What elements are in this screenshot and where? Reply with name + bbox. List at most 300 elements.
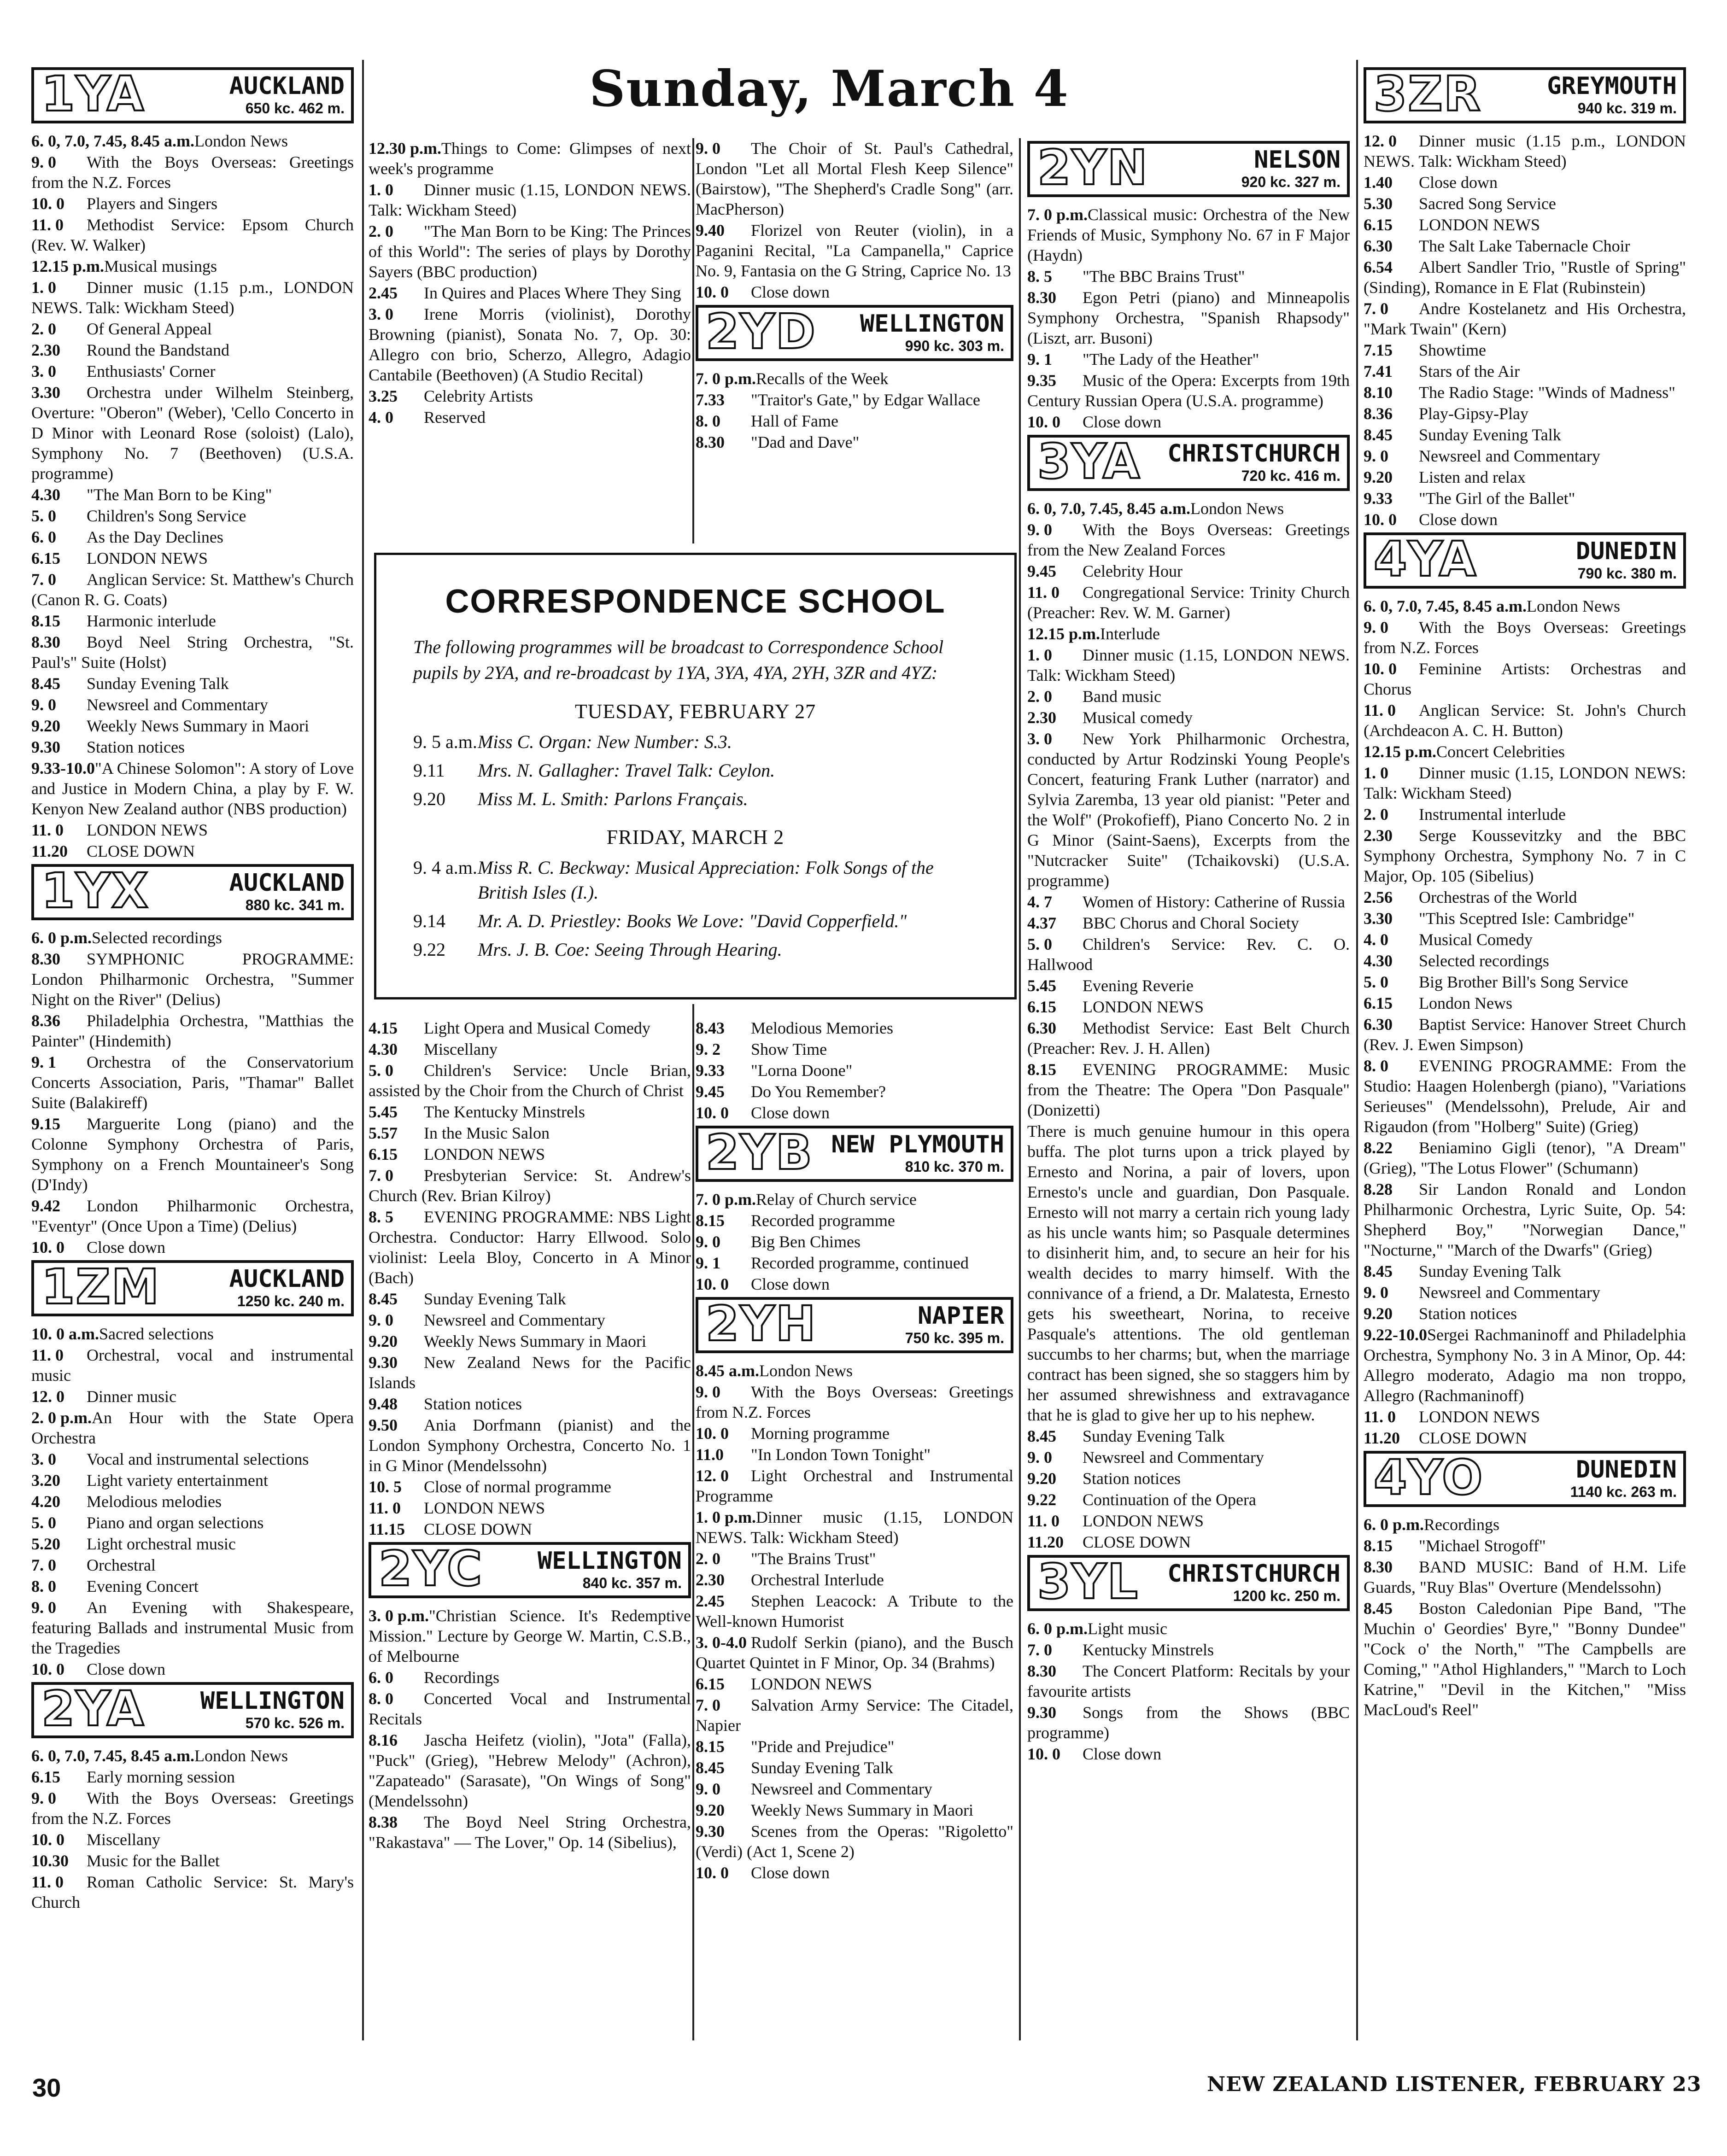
station-2yc <box>369 1542 691 1852</box>
programme-title: Roman Catholic Service: St. Mary's Church <box>31 1873 354 1911</box>
programme-title: The Salt Lake Tabernacle Choir <box>1419 237 1630 255</box>
programme-item <box>1364 1282 1686 1303</box>
programme-item <box>1027 1640 1350 1660</box>
programme-time: 8.28 <box>1364 1180 1393 1198</box>
programme-title: Band music <box>1083 687 1161 706</box>
programme-item <box>1027 266 1350 286</box>
programme-item <box>1364 1325 1686 1406</box>
programme-item <box>31 506 354 526</box>
programme-time: 5. 0 <box>1027 935 1052 953</box>
station-header <box>1364 1451 1686 1507</box>
programme-item <box>31 1324 354 1344</box>
programme-item <box>1027 729 1350 891</box>
programme-time: 9. 1 <box>696 1254 720 1272</box>
programme-item <box>1027 1702 1350 1743</box>
programme-title: "The Man Born to be King: The Princes of this World": The series of plays by Dorothy Sayers (BBC production) <box>369 222 691 281</box>
programme-time: 8.30 <box>1027 1662 1056 1680</box>
correspondence-rows-2 <box>376 855 1014 962</box>
programme-title: LONDON NEWS <box>751 1675 872 1693</box>
programme-item <box>31 758 354 819</box>
programme-time: 8.45 <box>696 1759 725 1777</box>
station-city: NELSON <box>1254 146 1341 174</box>
programme-item <box>1364 1056 1686 1137</box>
programme-time: 11.20 <box>1364 1429 1400 1447</box>
programme-item <box>1027 1468 1350 1489</box>
station-city: AUCKLAND <box>229 72 345 100</box>
station-frequency: 650 kc. 462 m. <box>245 100 345 117</box>
station-info <box>824 1300 1011 1350</box>
correspondence-school-box <box>374 553 1017 999</box>
programme-title: New Zealand News for the Pacific Islands <box>369 1353 691 1392</box>
programme-title: LONDON NEWS <box>87 821 208 839</box>
programme-time: 9.45 <box>1027 562 1056 580</box>
programme-time: 9. 0 <box>1364 1283 1388 1302</box>
programme-time: 9. 0 <box>696 1233 720 1251</box>
programme-title: The Boyd Neel String Orchestra, "Rakastava" — The Lover," Op. 14 (Sibelius), <box>369 1813 691 1852</box>
station-info <box>157 867 351 917</box>
programme-title: Show Time <box>751 1040 827 1058</box>
programme-title: The Radio Stage: "Winds of Madness" <box>1419 383 1675 402</box>
programme-time: 7. 0 p.m. <box>1027 205 1088 224</box>
programme-time: 7. 0 <box>1027 1641 1052 1659</box>
programme-time: 7.41 <box>1364 362 1393 380</box>
programme-item <box>696 1863 1013 1883</box>
programme-title: Musical comedy <box>1083 708 1193 727</box>
programme-item <box>696 282 1013 302</box>
programme-title: Serge Koussevitzky and the BBC Symphony Orchestra, Symphony No. 7 in C Major, Op. 105 (Sibelius) <box>1364 826 1686 885</box>
programme-time: 12.15 p.m. <box>1027 625 1101 643</box>
programme-item <box>369 1730 691 1811</box>
programme-item <box>1027 707 1350 728</box>
programme-item <box>1364 340 1686 360</box>
programme-title: Things to Come: Glimpses of next week's programme <box>369 139 691 178</box>
programme-title: In the Music Salon <box>424 1124 550 1142</box>
station-city: DUNEDIN <box>1575 1456 1677 1484</box>
programme-title: "The Man Born to be King" <box>87 485 272 504</box>
station-frequency: 1200 kc. 250 m. <box>1233 1588 1341 1604</box>
programme-time: 9.50 <box>369 1416 398 1434</box>
station-header <box>31 67 354 123</box>
station-call-sign: 2YB <box>706 1124 813 1180</box>
programme-time: 10. 5 <box>369 1478 402 1496</box>
programme-title: Music of the Opera: Excerpts from 19th Century Russian Opera (U.S.A. programme) <box>1027 371 1350 410</box>
programme-time: 9.15 <box>31 1115 60 1133</box>
programme-title: Players and Singers <box>87 194 217 213</box>
programme-item <box>1364 193 1686 214</box>
programme-time: 10. 0 <box>696 1424 729 1443</box>
programme-item <box>696 1382 1013 1422</box>
programme-title: Orchestra of the Conservatorium Concerts Association, Paris, "Thamar" Ballet Suite (Balakireff) <box>31 1053 354 1112</box>
programme-title: Recordings <box>1424 1515 1499 1534</box>
programme-item <box>369 1667 691 1688</box>
station-3yl <box>1027 1555 1350 1764</box>
station-city: WELLINGTON <box>537 1547 682 1575</box>
programme-time: 3. 0 <box>1027 730 1052 748</box>
programme-item <box>31 569 354 610</box>
programme-time: 5.30 <box>1364 194 1393 213</box>
programme-item <box>1364 446 1686 466</box>
programme-title: Irene Morris (violinist), Dorothy Browning (pianist), Sonata No. 7, Op. 30: Allegro con brio, Scherzo, Allegro, Adagio Cantabile (Beethoven) (A Studio Recital) <box>369 305 691 384</box>
programme-time: 5. 0 <box>1364 973 1388 991</box>
programme-item <box>1364 425 1686 445</box>
programme-time: 9.42 <box>31 1197 60 1215</box>
programme-title: Miscellany <box>87 1830 160 1849</box>
programme-item <box>31 673 354 694</box>
programme-time: 10. 0 <box>1364 510 1397 529</box>
programme-item <box>1364 1536 1686 1556</box>
programme-item <box>369 1352 691 1393</box>
programme-time: 7. 0 <box>31 570 56 589</box>
column-rule <box>1019 138 1021 2040</box>
station-header <box>1027 1555 1350 1611</box>
programme-time: 9.22 <box>1027 1490 1056 1509</box>
station-1zm <box>31 1260 354 1679</box>
programme-time: 8. 0 <box>31 1577 56 1595</box>
programme-time: 9.48 <box>369 1395 398 1413</box>
station-city: WELLINGTON <box>200 1687 345 1715</box>
programme-time: 9. 1 <box>31 1053 56 1071</box>
programme-item <box>31 1851 354 1871</box>
programme-time: 9.30 <box>31 738 60 756</box>
correspondence-row <box>413 909 987 934</box>
programme-title: Celebrity Artists <box>424 387 533 405</box>
programme-time: 8.15 <box>1364 1537 1393 1555</box>
station-frequency: 570 kc. 526 m. <box>245 1715 345 1731</box>
programme-title: In Quires and Places Where They Sing <box>424 284 681 302</box>
programme-item <box>31 319 354 339</box>
station-header <box>31 1682 354 1738</box>
programme-item <box>369 1123 691 1143</box>
station-2yc-cont <box>696 1018 1013 1123</box>
programme-title: Newsreel and Commentary <box>751 1780 932 1798</box>
programme-time: 4.30 <box>31 485 60 504</box>
programme-title: "Lorna Doone" <box>751 1061 853 1080</box>
station-frequency: 990 kc. 303 m. <box>905 338 1004 354</box>
programme-title: Sunday Evening Talk <box>751 1759 893 1777</box>
station-frequency: 790 kc. 380 m. <box>1577 565 1677 582</box>
programme-time: 6. 0 p.m. <box>31 929 92 947</box>
programme-title: Music for the Ballet <box>87 1852 220 1870</box>
programme-title: Orchestras of the World <box>1419 888 1577 906</box>
programme-time: 9. 0 <box>31 153 56 171</box>
correspondence-time: 9.14 <box>413 911 445 931</box>
programme-title: CLOSE DOWN <box>424 1520 532 1538</box>
programme-time: 12.30 p.m. <box>369 139 442 158</box>
programme-time: 8.30 <box>31 950 60 968</box>
programme-item <box>369 1415 691 1476</box>
correspondence-intro: The following programmes will be broadcast to Correspondence School pupils by 2YA, and re-broadcast by 1YA, 3YA, 4YA, 2YH, 3ZR and 4YZ: <box>413 637 944 683</box>
programme-title: Miscellany <box>424 1040 498 1058</box>
programme-title: London News <box>194 132 288 150</box>
programme-time: 6.30 <box>1364 1015 1393 1034</box>
programme-title: Albert Sandler Trio, "Rustle of Spring" (Sinding), Romance in E Flat (Rubinstein) <box>1364 258 1686 297</box>
programme-title: BBC Chorus and Choral Society <box>1083 914 1299 932</box>
programme-title: Round the Bandstand <box>87 341 229 359</box>
programme-title: Melodious Memories <box>751 1019 893 1037</box>
programme-time: 7. 0 <box>696 1696 720 1714</box>
programme-time: 9.20 <box>1027 1469 1056 1488</box>
programme-item <box>1364 1138 1686 1178</box>
programme-title: Sunday Evening Talk <box>1083 1427 1225 1445</box>
programme-item <box>696 1189 1013 1209</box>
column-rule <box>362 60 364 2040</box>
programme-item <box>1364 951 1686 971</box>
programme-title: "A Chinese Solomon": A story of Love and Justice in Modern China, a play by F. W. Kenyon New Zealand author (NBS production) <box>31 759 354 818</box>
programme-item <box>369 304 691 385</box>
programme-time: 1. 0 <box>31 278 56 297</box>
programme-item <box>31 1513 354 1533</box>
station-1ya <box>31 67 354 861</box>
programme-item <box>1364 236 1686 256</box>
programme-item <box>369 1331 691 1351</box>
programme-title: EVENING PROGRAMME: From the Studio: Haagen Holenbergh (piano), "Variations Serieuses" (Mendelssohn), Prelude, Air and Rigaudon (from "Holberg" Suite) (Grieg) <box>1364 1057 1686 1136</box>
correspondence-talk: Mrs. J. B. Coe: Seeing Through Hearing. <box>478 939 782 960</box>
programme-title: Recordings <box>424 1668 499 1687</box>
programme-time: 9. 0 <box>696 1780 720 1798</box>
station-frequency: 940 kc. 319 m. <box>1577 100 1677 117</box>
programme-time: 10. 0 <box>1027 1745 1060 1763</box>
correspondence-talk: Miss C. Organ: New Number: S.3. <box>478 731 732 752</box>
programme-time: 6.15 <box>696 1675 725 1693</box>
programme-note: There is much genuine humour in this opera buffa. The plot turns upon a trick played by Ernesto and Norina, a pair of lovers, upon Ernesto's uncle and guardian, Don Pasquale. Ernesto will not marry a certain rich young lady as his uncle wants him; so Pasquale determines to disinherit him, and, to secure an heir for his wealth decides to marry himself. With the connivance of a friend, a Dr. Malatesta, Ernesto gets his sweetheart, Norina, to receive Pasquale's attentions. The old gentleman succumbs to her charms; but, when the marriage contract has been signed, she so staggers him by her assumed shrewishness and extravagance that he is glad to give her up to his nephew. <box>1027 1122 1350 1424</box>
programme-time: 11. 0 <box>31 821 64 839</box>
station-2yd <box>696 305 1013 452</box>
station-info <box>1146 1558 1347 1608</box>
station-call-sign: 3YL <box>1037 1554 1139 1610</box>
programme-item <box>369 1310 691 1330</box>
programme-title: Children's Service: Uncle Brian, assisted by the Choir from the Church of Christ <box>369 1061 691 1100</box>
programme-item <box>696 1081 1013 1102</box>
programme-time: 3. 0 <box>369 305 393 323</box>
programme-item <box>696 1674 1013 1694</box>
programme-time: 2.56 <box>1364 888 1393 906</box>
programme-time: 6. 0 p.m. <box>1364 1515 1424 1534</box>
programme-title: The Kentucky Minstrels <box>424 1103 585 1121</box>
page-number: 30 <box>32 2073 61 2102</box>
programme-title: Orchestra under Wilhelm Steinberg, Overture: "Oberon" (Weber), 'Cello Concerto in D Minor with Leonard Rose (soloist) (Lalo), Symphony No. 7 (Beethoven) (U.S.A. programme) <box>31 383 354 483</box>
programme-time: 7. 0 <box>31 1556 56 1574</box>
programme-time: 2. 0 <box>31 320 56 338</box>
programme-time: 3.20 <box>31 1471 60 1490</box>
programme-title: Weekly News Summary in Maori <box>751 1801 974 1819</box>
programme-title: London News <box>759 1361 853 1380</box>
programme-time: 2. 0 <box>1027 687 1052 706</box>
programme-item <box>1364 488 1686 508</box>
programme-title: Light Opera and Musical Comedy <box>424 1019 650 1037</box>
programme-title: Vocal and instrumental selections <box>87 1450 309 1468</box>
programme-time: 10. 0 <box>696 1275 729 1293</box>
programme-item <box>31 928 354 948</box>
programme-item <box>31 1767 354 1787</box>
programme-title: London News <box>1190 499 1284 518</box>
programme-time: 9. 0 <box>1027 1448 1052 1467</box>
programme-time: 5. 0 <box>31 1513 56 1532</box>
correspondence-time: 9.22 <box>413 939 445 960</box>
programme-time: 11.20 <box>31 842 68 860</box>
programme-time: 12. 0 <box>31 1387 64 1406</box>
programme-time: 8.45 <box>369 1290 398 1308</box>
programme-item <box>31 1829 354 1850</box>
programme-item <box>1364 1557 1686 1597</box>
programme-time: 9.30 <box>1027 1703 1056 1722</box>
programme-item <box>31 277 354 318</box>
programme-title: With the Boys Overseas: Greetings from the N.Z. Forces <box>31 153 354 192</box>
programme-time: 6. 0, 7.0, 7.45, 8.45 a.m. <box>1027 499 1190 518</box>
programme-time: 7. 0 p.m. <box>696 1190 756 1209</box>
programme-title: Selected recordings <box>92 929 222 947</box>
programme-time: 2.45 <box>696 1592 725 1610</box>
programme-title: "Christian Science. It's Redemptive Mission." Lecture by George W. Martin, C.S.B., of Melbourne <box>369 1607 691 1665</box>
programme-item <box>1027 204 1350 265</box>
station-city: AUCKLAND <box>229 1265 345 1293</box>
programme-time: 8.36 <box>1364 404 1393 423</box>
programme-title: Dinner music (1.15, LONDON NEWS: Talk: Wickham Steed) <box>1364 764 1686 802</box>
programme-title: Newsreel and Commentary <box>1083 1448 1264 1467</box>
programme-item <box>1364 993 1686 1013</box>
station-frequency: 840 kc. 357 m. <box>582 1575 682 1591</box>
programme-title: Close down <box>751 1275 830 1293</box>
programme-item <box>31 361 354 381</box>
programme-item <box>696 1548 1013 1569</box>
programme-item <box>1027 1618 1350 1639</box>
column-rule <box>692 138 694 543</box>
programme-time: 7. 0 p.m. <box>696 369 756 388</box>
programme-item <box>1364 596 1686 616</box>
programme-title: Classical music: Orchestra of the New Friends of Music, Symphony No. 67 in F Major (Haydn) <box>1027 205 1350 264</box>
programme-item <box>31 1746 354 1766</box>
programme-item <box>31 1114 354 1195</box>
programme-time: 9. 0 <box>1364 618 1388 637</box>
programme-item <box>1364 509 1686 530</box>
station-2ya <box>31 1682 354 1912</box>
programme-title: Evening Reverie <box>1083 976 1194 995</box>
programme-title: Concerted Vocal and Instrumental Recitals <box>369 1689 691 1728</box>
programme-time: 11.20 <box>1027 1533 1064 1551</box>
programme-time: 9.35 <box>1027 371 1056 390</box>
programme-item <box>1364 215 1686 235</box>
programme-title: Ania Dorfmann (pianist) and the London Symphony Orchestra, Concerto No. 1 in G Minor (Mendelssohn) <box>369 1416 691 1475</box>
programme-title: LONDON NEWS <box>1083 1512 1204 1530</box>
station-call-sign: 4YO <box>1374 1449 1484 1506</box>
station-info <box>824 308 1011 358</box>
programme-time: 6.30 <box>1027 1019 1056 1037</box>
programme-title: Children's Service: Rev. C. O. Hallwood <box>1027 935 1350 974</box>
programme-item <box>1027 1426 1350 1446</box>
programme-time: 8.38 <box>369 1813 398 1831</box>
programme-time: 8.45 a.m. <box>696 1361 759 1380</box>
programme-item <box>696 1423 1013 1443</box>
programme-title: Songs from the Shows (BBC programme) <box>1027 1703 1350 1742</box>
programme-item <box>31 1576 354 1596</box>
programme-title: Scenes from the Operas: "Rigoletto" (Verdi) (Act 1, Scene 2) <box>696 1822 1013 1861</box>
programme-title: With the Boys Overseas: Greetings from N.Z. Forces <box>696 1383 1013 1421</box>
station-info <box>490 1545 688 1595</box>
station-frequency: 880 kc. 341 m. <box>245 897 345 913</box>
station-call-sign: 2YD <box>706 304 816 360</box>
programme-item <box>1364 131 1686 171</box>
correspondence-row <box>413 758 987 783</box>
programme-title: London Philharmonic Orchestra, "Eventyr" (Once Upon a Time) (Delius) <box>31 1197 354 1235</box>
programme-title: Beniamino Gigli (tenor), "A Dream" (Grieg), "The Lotus Flower" (Schumann) <box>1364 1139 1686 1177</box>
station-2ya-cont-a <box>369 138 691 427</box>
programme-time: 6.30 <box>1364 237 1393 255</box>
programme-title: Celebrity Hour <box>1083 562 1183 580</box>
programme-title: Orchestral <box>87 1556 156 1574</box>
programme-time: 9. 0 <box>369 1311 393 1329</box>
programme-time: 10. 0 a.m. <box>31 1325 99 1343</box>
programme-item <box>696 1253 1013 1273</box>
programme-time: 12. 0 <box>1364 132 1397 150</box>
column-3-top <box>696 138 1013 453</box>
programme-item <box>1364 1303 1686 1324</box>
station-frequency: 1140 kc. 263 m. <box>1570 1484 1677 1500</box>
programme-title: Melodious melodies <box>87 1492 222 1511</box>
station-call-sign: 3YA <box>1037 433 1141 490</box>
programme-item <box>369 1039 691 1059</box>
programme-title: Close down <box>1083 413 1161 431</box>
programme-item <box>31 1196 354 1236</box>
programme-time: 6. 0, 7.0, 7.45, 8.45 a.m. <box>31 1747 194 1765</box>
programme-time: 10. 0 <box>31 1660 64 1678</box>
programme-time: 6.15 <box>31 549 60 567</box>
programme-item <box>1027 370 1350 411</box>
programme-item <box>696 1591 1013 1631</box>
programme-item <box>696 1695 1013 1735</box>
programme-time: 9. 1 <box>1027 350 1052 368</box>
programme-time: 2.30 <box>1027 708 1056 727</box>
station-city: CHRISTCHURCH <box>1167 440 1341 467</box>
programme-title: Sunday Evening Talk <box>87 674 229 693</box>
programme-item <box>1364 825 1686 886</box>
programme-item <box>696 1444 1013 1465</box>
programme-title: Congregational Service: Trinity Church (Preacher: Rev. W. M. Garner) <box>1027 583 1350 622</box>
station-frequency: 720 kc. 416 m. <box>1241 467 1341 484</box>
programme-item <box>369 1689 691 1729</box>
programme-time: 8.45 <box>1364 1599 1393 1618</box>
station-header <box>1027 141 1350 197</box>
programme-item <box>31 632 354 672</box>
station-call-sign: 2YN <box>1037 140 1148 196</box>
programme-title: Children's Song Service <box>87 507 246 525</box>
station-info <box>820 1128 1011 1179</box>
programme-time: 11.0 <box>696 1445 724 1464</box>
correspondence-row <box>413 730 987 754</box>
programme-title: With the Boys Overseas: Greetings from N.Z. Forces <box>1364 618 1686 657</box>
station-city: GREYMOUTH <box>1547 72 1677 100</box>
programme-time: 10. 0 <box>696 1104 729 1122</box>
programme-title: Recalls of the Week <box>756 369 889 388</box>
programme-title: Dinner music (1.15, LONDON NEWS. Talk: Wickham Steed) <box>369 181 691 219</box>
programme-time: 11. 0 <box>1027 1512 1060 1530</box>
programme-time: 7. 0 <box>369 1166 393 1185</box>
programme-item <box>31 485 354 505</box>
programme-time: 9. 0 <box>696 1383 720 1401</box>
programme-time: 10. 0 <box>696 283 729 301</box>
programme-time: 9.20 <box>369 1332 398 1350</box>
station-city: NAPIER <box>918 1302 1004 1330</box>
programme-item <box>696 220 1013 281</box>
programme-item <box>31 1052 354 1113</box>
programme-title: Sunday Evening Talk <box>1419 1262 1561 1280</box>
station-3ya <box>1027 435 1350 1552</box>
programme-item <box>369 407 691 427</box>
station-city: WELLINGTON <box>860 310 1004 338</box>
programme-time: 10. 0 <box>696 1864 729 1882</box>
station-2yb <box>696 1126 1013 1294</box>
programme-title: Concert Celebrities <box>1436 742 1565 761</box>
programme-title: Newsreel and Commentary <box>1419 1283 1600 1302</box>
programme-time: 4. 0 <box>1364 930 1388 949</box>
